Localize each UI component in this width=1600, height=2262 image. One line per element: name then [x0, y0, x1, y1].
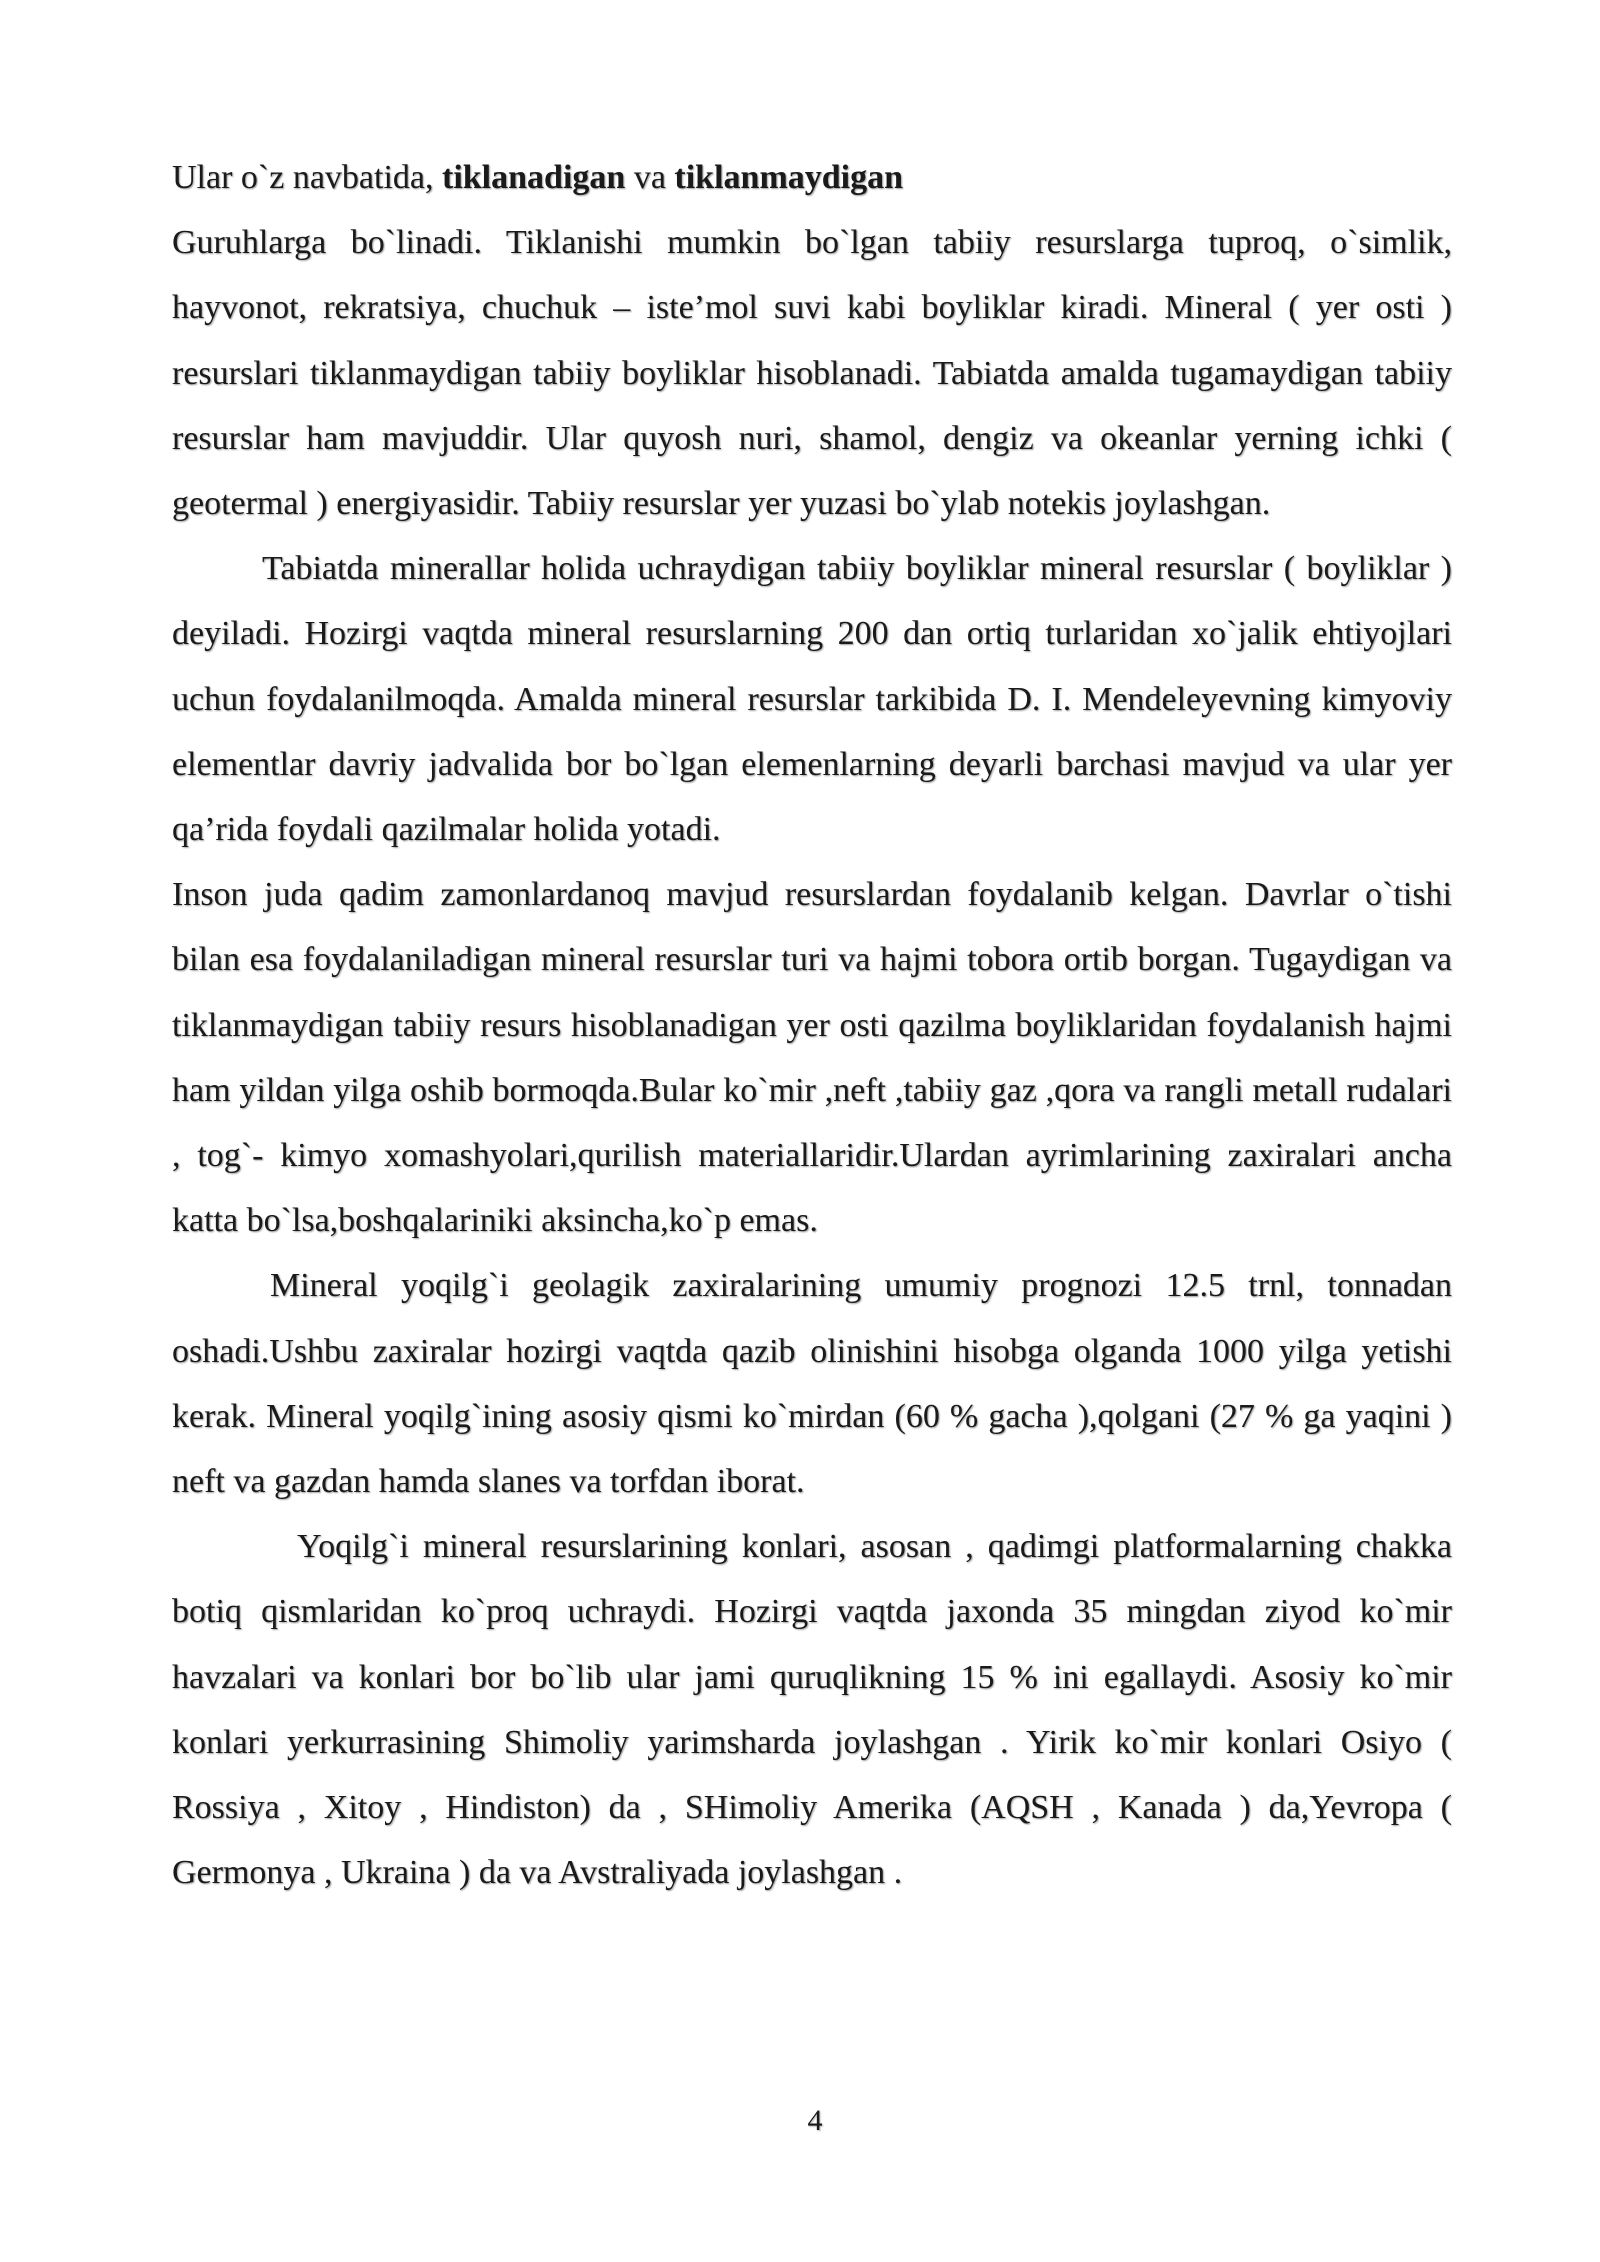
document-body [172, 145, 1452, 1905]
first-line-text: Ular o`z navbatida, [172, 159, 442, 196]
paragraph-4: Mineral yoqilg`i geolagik zaxiralarining umumiy prognozi 12.5 trnl, tonnadan oshadi.Ushbu zaxiralar hozirgi vaqtda qazib olinishini hisobga olganda 1000 yilga yetishi kerak. Mineral yoqilg`ining asosiy qismi ko`mirdan (60 % gacha ),qolgani (27 % ga yaqini ) neft va gazdan hamda slanes va torfdan iborat. [172, 1267, 1452, 1501]
first-line [172, 145, 1452, 210]
page-number: 4 [807, 2104, 823, 2137]
paragraph-5: Yoqilg`i mineral resurslarining konlari, asosan , qadimgi platformalarning chakka botiq qismlaridan ko`proq uchraydi. Hozirgi vaqtda jaxonda 35 mingdan ziyod ko`mir havzalari va konlari bor bo`lib ular jami quruqlikning 15 % ini egallaydi. Asosiy ko`mir konlari yerkurrasining Shimoliy yarimsharda joylashgan . Yirik ko`mir konlari Osiyo ( Rossiya , Xitoy , Hindiston) da , SHimoliy Amerika (AQSH , Kanada ) da,Yevropa ( Germonya , Ukraina ) da va Avstraliyada joylashgan . [172, 1528, 1452, 1892]
bold-term-renewable: tiklanadigan [442, 159, 626, 196]
bold-term-nonrenewable: tiklanmaydigan [674, 159, 904, 196]
paragraph-3: Inson juda qadim zamonlardanoq mavjud resurslardan foydalanib kelgan. Davrlar o`tishi bilan esa foydalaniladigan mineral resurslar turi va hajmi tobora ortib borgan. Tugaydigan va tiklanmaydigan tabiiy resurs hisoblanadigan yer osti qazilma boyliklaridan foydalanish hajmi ham yildan yilga oshib bormoqda.Bular ko`mir ,neft ,tabiiy gaz ,qora va rangli metall rudalari , tog`- kimyo xomashyolari,qurilish materiallaridir.Ulardan ayrimlarining zaxiralari ancha katta bo`lsa,boshqalariniki aksincha,ko`p emas. [172, 876, 1452, 1240]
paragraph-2: Tabiatda minerallar holida uchraydigan tabiiy boyliklar mineral resurslar ( boyliklar ) deyiladi. Hozirgi vaqtda mineral resurslarning 200 dan ortiq turlaridan xo`jalik ehtiyojlari uchun foydalanilmoqda. Amalda mineral resurslar tarkibida D. I. Mendeleyevning kimyoviy elementlar davriy jadvalida bor bo`lgan elemenlarning deyarli barchasi mavjud va ular yer qa’rida foydali qazilmalar holida yotadi. [172, 550, 1452, 849]
paragraph-1: Guruhlarga bo`linadi. Tiklanishi mumkin bo`lgan tabiiy resurslarga tuproq, o`simlik, hayvonot, rekratsiya, chuchuk – iste’mol suvi kabi boyliklar kiradi. Mineral ( yer osti ) resurslari tiklanmaydigan tabiiy boyliklar hisoblanadi. Tabiatda amalda tugamaydigan tabiiy resurslar ham mavjuddir. Ular quyosh nuri, shamol, dengiz va okeanlar yerning ichki ( geotermal ) energiyasidir. Tabiiy resurslar yer yuzasi bo`ylab notekis joylashgan. [172, 224, 1452, 523]
first-line-connector: va [625, 159, 675, 196]
